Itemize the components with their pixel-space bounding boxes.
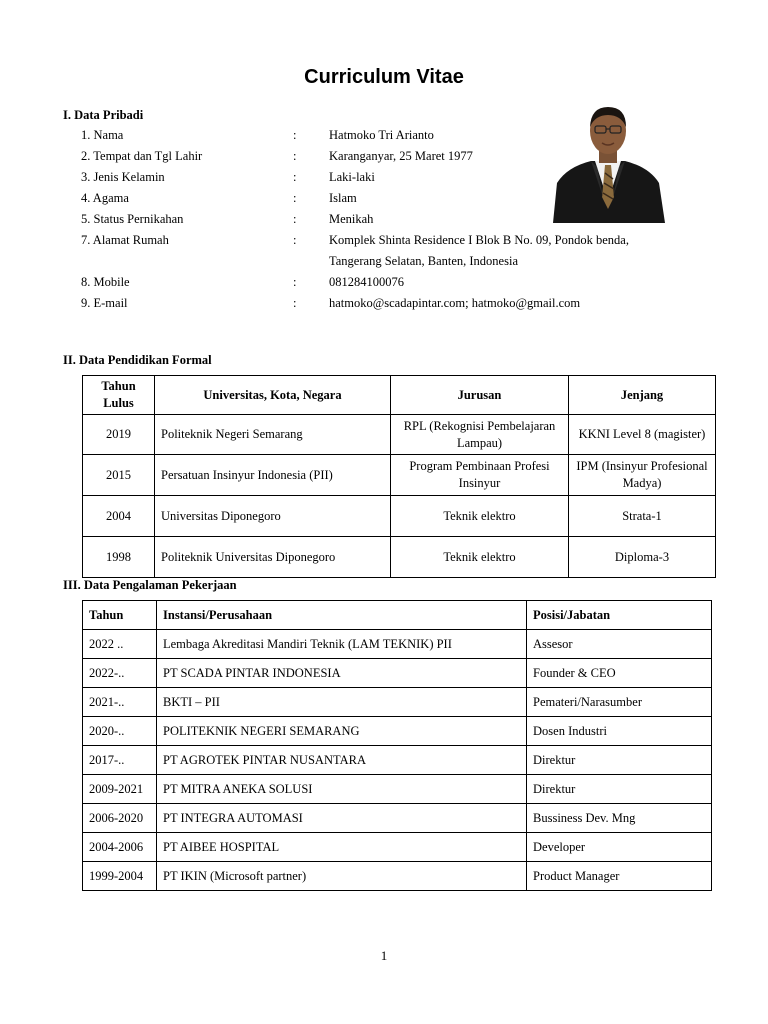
work-company: PT SCADA PINTAR INDONESIA: [157, 659, 527, 688]
personal-label: 9. E-mail: [81, 296, 128, 310]
edu-major: Program Pembinaan Profesi Insinyur: [391, 455, 569, 496]
education-row: [83, 537, 716, 578]
work-year: 2009-2021: [83, 775, 157, 804]
work-row: [83, 630, 712, 659]
work-row: [83, 717, 712, 746]
edu-year: 1998: [83, 537, 155, 578]
work-position: Developer: [527, 833, 712, 862]
personal-label: 2. Tempat dan Tgl Lahir: [81, 149, 203, 163]
personal-label: 1. Nama: [81, 128, 124, 142]
work-company: PT AIBEE HOSPITAL: [157, 833, 527, 862]
work-company: PT INTEGRA AUTOMASI: [157, 804, 527, 833]
work-year: 2022-..: [83, 659, 157, 688]
work-position: Dosen Industri: [527, 717, 712, 746]
edu-level: Diploma-3: [569, 537, 716, 578]
header-instansi: Instansi/Perusahaan: [157, 601, 527, 630]
work-company: Lembaga Akreditasi Mandiri Teknik (LAM TEKNIK) PII: [157, 630, 527, 659]
personal-row: [0, 293, 768, 314]
work-company: PT IKIN (Microsoft partner): [157, 862, 527, 891]
edu-year: 2004: [83, 496, 155, 537]
personal-label: 4. Agama: [81, 191, 129, 205]
personal-colon: :: [293, 191, 297, 205]
work-header-row: [83, 601, 712, 630]
work-row: [83, 804, 712, 833]
work-heading: III. Data Pengalaman Pekerjaan: [63, 578, 237, 592]
header-jenjang: Jenjang: [569, 376, 716, 415]
work-position: Founder & CEO: [527, 659, 712, 688]
education-header-row: [83, 376, 716, 415]
work-position: Bussiness Dev. Mng: [527, 804, 712, 833]
work-year: 2020-..: [83, 717, 157, 746]
work-year: 2022 ..: [83, 630, 157, 659]
personal-colon: :: [293, 170, 297, 184]
education-heading: II. Data Pendidikan Formal: [63, 353, 212, 367]
work-year: 2021-..: [83, 688, 157, 717]
personal-colon: :: [293, 233, 297, 247]
edu-major: Teknik elektro: [391, 537, 569, 578]
personal-row: [0, 230, 768, 251]
personal-row: [0, 272, 768, 293]
personal-label: 8. Mobile: [81, 275, 130, 289]
header-tahun-lulus: Tahun Lulus: [83, 376, 155, 415]
personal-label: 3. Jenis Kelamin: [81, 170, 165, 184]
work-row: [83, 746, 712, 775]
edu-institution: Politeknik Negeri Semarang: [155, 415, 391, 455]
work-year: 2006-2020: [83, 804, 157, 833]
personal-colon: :: [293, 128, 297, 142]
personal-colon: :: [293, 275, 297, 289]
work-experience-table: [82, 600, 712, 891]
personal-value: Islam: [329, 191, 357, 205]
personal-value: Menikah: [329, 212, 374, 226]
personal-value: Tangerang Selatan, Banten, Indonesia: [329, 254, 518, 268]
edu-institution: Universitas Diponegoro: [155, 496, 391, 537]
work-year: 2017-..: [83, 746, 157, 775]
edu-level: KKNI Level 8 (magister): [569, 415, 716, 455]
header-jurusan: Jurusan: [391, 376, 569, 415]
edu-level: Strata-1: [569, 496, 716, 537]
personal-value: hatmoko@scadapintar.com; hatmoko@gmail.com: [329, 296, 581, 310]
personal-colon: :: [293, 149, 297, 163]
personal-colon: :: [293, 212, 297, 226]
personal-value: Karanganyar, 25 Maret 1977: [329, 149, 473, 163]
work-position: Assesor: [527, 630, 712, 659]
header-tahun: Tahun: [83, 601, 157, 630]
edu-institution: Politeknik Universitas Diponegoro: [155, 537, 391, 578]
education-row: [83, 415, 716, 455]
personal-data-heading: I. Data Pribadi: [63, 108, 144, 122]
work-row: [83, 659, 712, 688]
work-position: Pemateri/Narasumber: [527, 688, 712, 717]
work-company: PT MITRA ANEKA SOLUSI: [157, 775, 527, 804]
work-company: BKTI – PII: [157, 688, 527, 717]
profile-photo: [547, 101, 669, 223]
work-year: 1999-2004: [83, 862, 157, 891]
work-row: [83, 833, 712, 862]
work-position: Product Manager: [527, 862, 712, 891]
work-year: 2004-2006: [83, 833, 157, 862]
document-title: Curriculum Vitae: [304, 66, 464, 88]
page-number: 1: [380, 948, 388, 963]
personal-label: 5. Status Pernikahan: [81, 212, 184, 226]
work-row: [83, 862, 712, 891]
personal-colon: :: [293, 296, 297, 310]
personal-label: 7. Alamat Rumah: [81, 233, 169, 247]
education-row: [83, 455, 716, 496]
profile-photo-image: [547, 101, 669, 223]
header-posisi: Posisi/Jabatan: [527, 601, 712, 630]
work-company: PT AGROTEK PINTAR NUSANTARA: [157, 746, 527, 775]
personal-value: Hatmoko Tri Arianto: [329, 128, 434, 142]
work-row: [83, 775, 712, 804]
personal-row: [0, 251, 768, 272]
edu-institution: Persatuan Insinyur Indonesia (PII): [155, 455, 391, 496]
edu-major: Teknik elektro: [391, 496, 569, 537]
education-row: [83, 496, 716, 537]
edu-year: 2019: [83, 415, 155, 455]
personal-value: 081284100076: [329, 275, 404, 289]
work-company: POLITEKNIK NEGERI SEMARANG: [157, 717, 527, 746]
header-universitas: Universitas, Kota, Negara: [155, 376, 391, 415]
edu-year: 2015: [83, 455, 155, 496]
personal-value: Laki-laki: [329, 170, 375, 184]
work-position: Direktur: [527, 775, 712, 804]
work-position: Direktur: [527, 746, 712, 775]
education-table: [82, 375, 716, 578]
edu-level: IPM (Insinyur Profesional Madya): [569, 455, 716, 496]
work-row: [83, 688, 712, 717]
personal-value: Komplek Shinta Residence I Blok B No. 09, Pondok benda,: [329, 233, 629, 247]
edu-major: RPL (Rekognisi Pembelajaran Lampau): [391, 415, 569, 455]
